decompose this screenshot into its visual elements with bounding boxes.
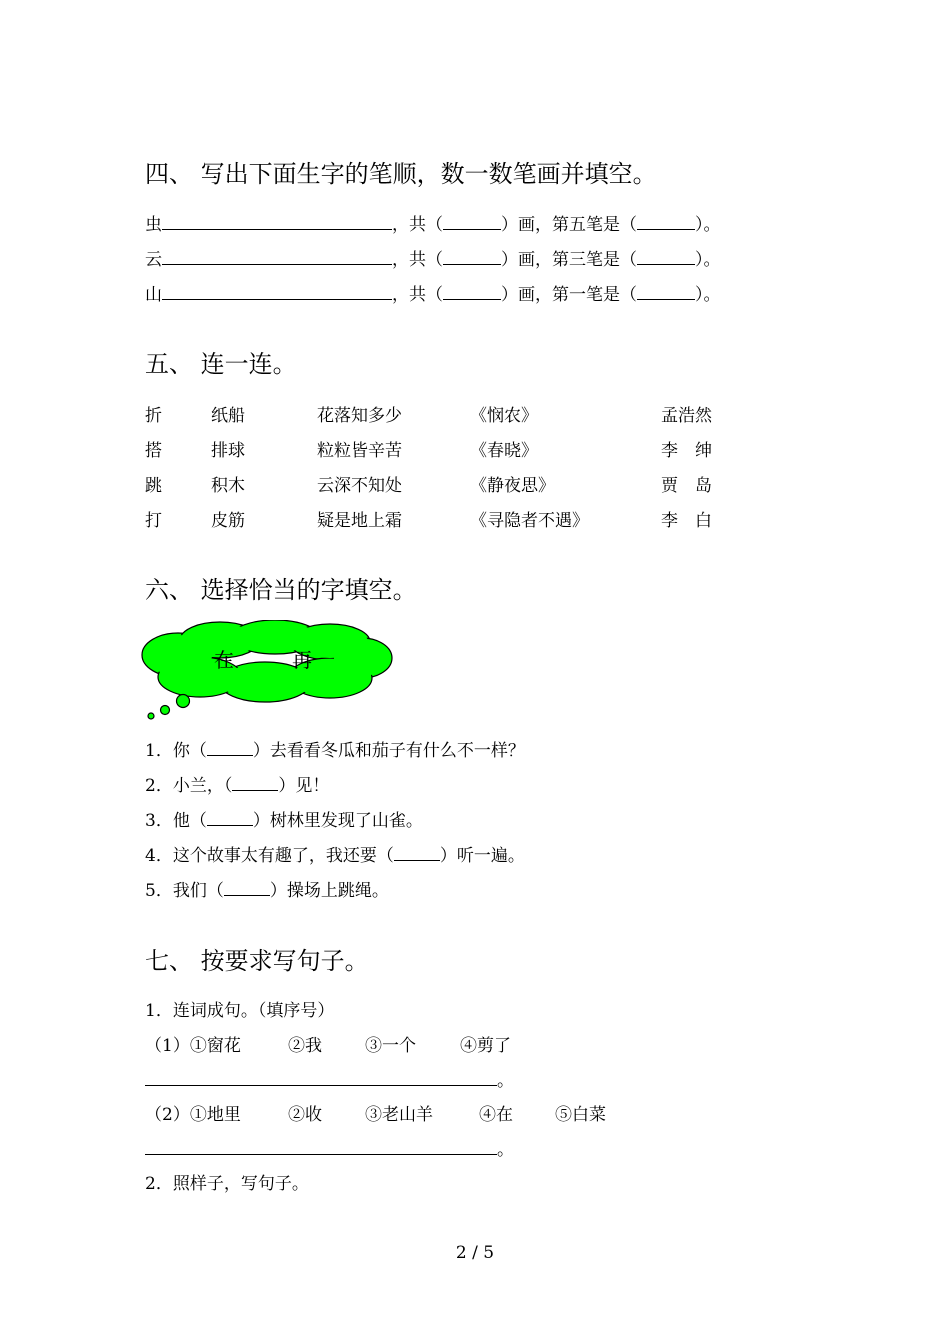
section-6-title: 六、 选择恰当的字填空。 bbox=[145, 576, 417, 604]
fill-item-1 bbox=[145, 736, 525, 761]
answer-blank[interactable] bbox=[145, 1154, 497, 1155]
answer-blank[interactable] bbox=[443, 264, 501, 265]
answer-blank[interactable] bbox=[637, 299, 695, 300]
row-text: ）。 bbox=[695, 250, 721, 270]
section-7-title: 七、 按要求写句子。 bbox=[145, 947, 369, 975]
match-cell: 皮筋 bbox=[211, 511, 245, 531]
word-set-1 bbox=[145, 1031, 511, 1056]
match-cell: 李 白 bbox=[661, 511, 712, 531]
answer-blank[interactable] bbox=[162, 229, 392, 230]
answer-blank[interactable] bbox=[162, 299, 392, 300]
answer-blank[interactable] bbox=[232, 790, 278, 791]
match-cell: 李 绅 bbox=[661, 441, 712, 461]
stroke-row-1 bbox=[145, 210, 721, 235]
item-text: ）树林里发现了山雀。 bbox=[252, 811, 423, 831]
row-text: ）画，第一笔是（ bbox=[501, 285, 637, 305]
stroke-row-2 bbox=[145, 245, 721, 270]
match-cell: 疑是地上霜 bbox=[317, 511, 402, 531]
fill-item-3 bbox=[145, 806, 423, 831]
answer-blank[interactable] bbox=[394, 860, 440, 861]
thought-bubble-dot bbox=[148, 713, 154, 719]
word-set-2 bbox=[145, 1100, 606, 1125]
thought-bubble-dot bbox=[161, 706, 170, 715]
row-text: ，共（ bbox=[392, 250, 443, 270]
answer-line-2 bbox=[145, 1135, 514, 1160]
page-number: 2 / 5 bbox=[455, 1243, 495, 1263]
row-text: ）。 bbox=[695, 285, 721, 305]
item-text: 3．他（ bbox=[145, 811, 207, 831]
match-cell: 孟浩然 bbox=[661, 406, 712, 426]
answer-blank[interactable] bbox=[207, 825, 253, 826]
match-cell: 搭 bbox=[145, 441, 162, 461]
section-4-title: 四、 写出下面生字的笔顺，数一数笔画并填空。 bbox=[145, 160, 657, 188]
fill-item-5 bbox=[145, 876, 389, 901]
match-cell: 花落知多少 bbox=[317, 406, 402, 426]
answer-blank[interactable] bbox=[145, 1085, 497, 1086]
word-token: ②收 bbox=[288, 1105, 322, 1125]
answer-blank[interactable] bbox=[207, 755, 253, 756]
match-cell: 云深不知处 bbox=[317, 476, 402, 496]
fill-item-2 bbox=[145, 771, 329, 796]
word-token: ④剪了 bbox=[460, 1036, 511, 1056]
answer-blank[interactable] bbox=[162, 264, 392, 265]
word-token: （1）①窗花 bbox=[145, 1036, 241, 1056]
row-text: ，共（ bbox=[392, 215, 443, 235]
question-2: 2．照样子，写句子。 bbox=[145, 1174, 309, 1194]
period: 。 bbox=[497, 1071, 514, 1091]
match-cell: 《悯农》 bbox=[470, 406, 538, 426]
word-token: （2）①地里 bbox=[145, 1105, 241, 1125]
item-text: 2．小兰，（ bbox=[145, 776, 233, 796]
item-text: 1．你（ bbox=[145, 741, 207, 761]
match-cell: 积木 bbox=[211, 476, 245, 496]
cloud-word-1: 在 bbox=[214, 648, 234, 672]
stroke-char: 山 bbox=[145, 285, 162, 305]
answer-blank[interactable] bbox=[637, 229, 695, 230]
item-text: ）见！ bbox=[278, 776, 330, 796]
item-text: 5．我们（ bbox=[145, 881, 224, 901]
item-text: ）听一遍。 bbox=[439, 846, 525, 866]
match-cell: 《寻隐者不遇》 bbox=[470, 511, 589, 531]
word-token: ⑤白菜 bbox=[555, 1105, 606, 1125]
row-text: ）画，第五笔是（ bbox=[501, 215, 637, 235]
item-text: ）去看看冬瓜和茄子有什么不一样？ bbox=[252, 741, 525, 761]
answer-blank[interactable] bbox=[443, 229, 501, 230]
item-text: 4．这个故事太有趣了，我还要（ bbox=[145, 846, 394, 866]
word-token: ②我 bbox=[288, 1036, 322, 1056]
match-cell: 打 bbox=[145, 511, 162, 531]
match-cell: 跳 bbox=[145, 476, 162, 496]
match-cell: 《静夜思》 bbox=[470, 476, 555, 496]
answer-line-1 bbox=[145, 1066, 514, 1091]
question-1: 1．连词成句。（填序号） bbox=[145, 1001, 335, 1021]
row-text: ）。 bbox=[695, 215, 721, 235]
section-5-title: 五、 连一连。 bbox=[145, 350, 297, 378]
answer-blank[interactable] bbox=[224, 895, 270, 896]
answer-blank[interactable] bbox=[637, 264, 695, 265]
match-cell: 贾 岛 bbox=[661, 476, 712, 496]
stroke-char: 云 bbox=[145, 250, 162, 270]
fill-item-4 bbox=[145, 841, 525, 866]
word-token: ③一个 bbox=[365, 1036, 416, 1056]
cloud-word-2: 再 bbox=[292, 648, 312, 672]
word-cloud bbox=[140, 620, 400, 725]
period: 。 bbox=[497, 1140, 514, 1160]
match-cell: 《春晓》 bbox=[470, 441, 538, 461]
stroke-row-3 bbox=[145, 280, 721, 305]
match-cell: 折 bbox=[145, 406, 162, 426]
match-cell: 纸船 bbox=[211, 406, 245, 426]
match-cell: 排球 bbox=[211, 441, 245, 461]
word-token: ④在 bbox=[479, 1105, 513, 1125]
word-token: ③老山羊 bbox=[365, 1105, 433, 1125]
match-cell: 粒粒皆辛苦 bbox=[317, 441, 402, 461]
thought-bubble-dot bbox=[177, 695, 190, 708]
answer-blank[interactable] bbox=[443, 299, 501, 300]
item-text: ）操场上跳绳。 bbox=[269, 881, 389, 901]
stroke-char: 虫 bbox=[145, 215, 162, 235]
row-text: ，共（ bbox=[392, 285, 443, 305]
row-text: ）画，第三笔是（ bbox=[501, 250, 637, 270]
